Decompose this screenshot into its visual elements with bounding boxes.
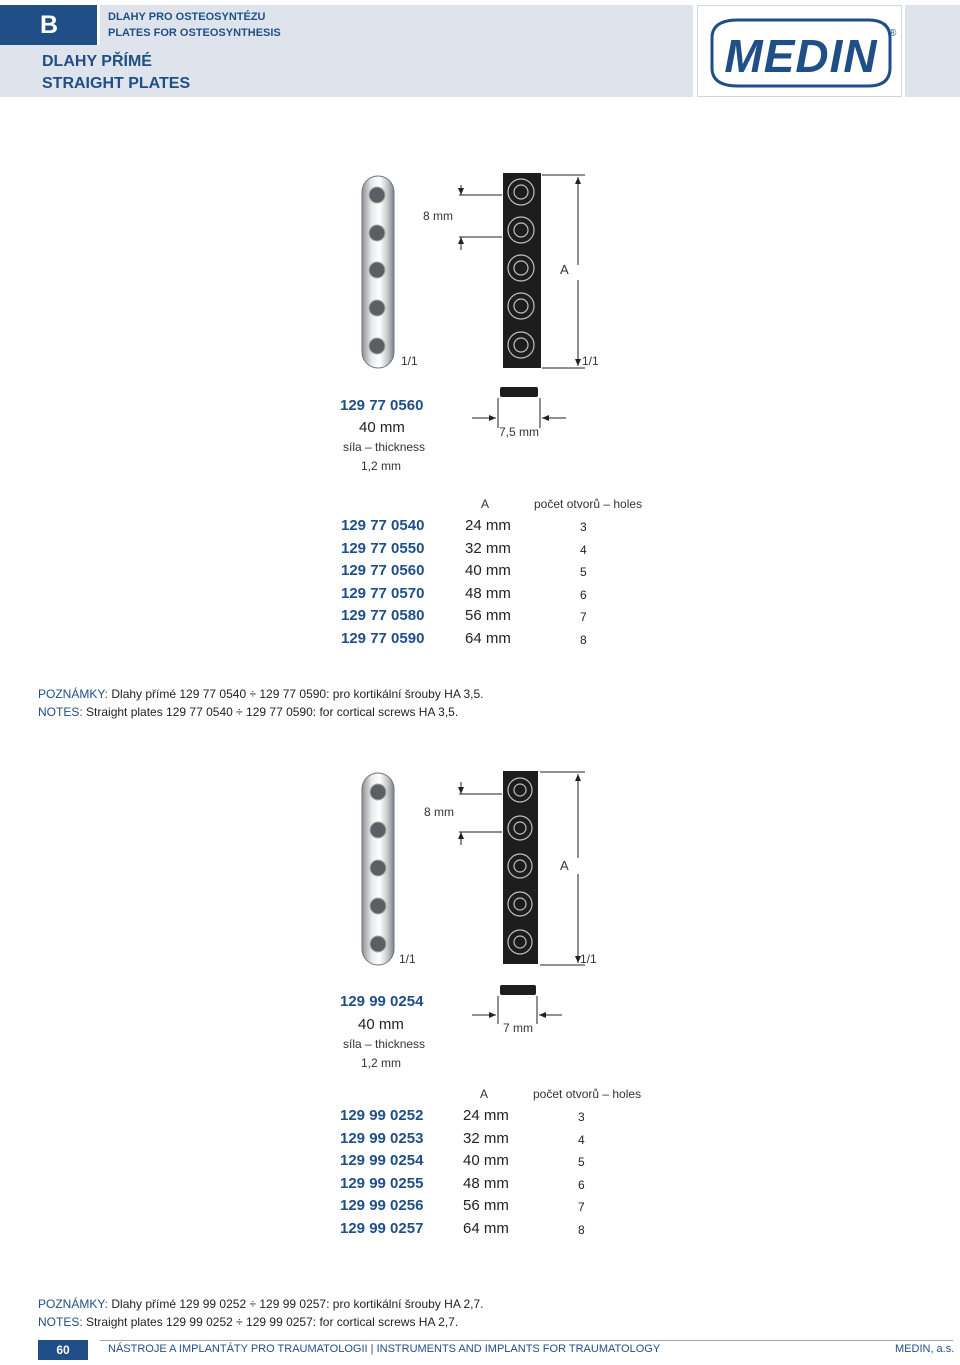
thickness-value-1: 1,2 mm xyxy=(361,459,402,473)
table-row-holes: 6 xyxy=(580,588,587,602)
table-row-holes: 3 xyxy=(580,520,587,534)
table-row-a: 56 mm xyxy=(465,607,511,624)
table-row-code: 129 77 0540 xyxy=(341,517,425,534)
width-label-1: 8 mm xyxy=(423,209,453,223)
table-row-code: 129 99 0252 xyxy=(340,1107,424,1124)
note-en-text: Straight plates 129 77 0540 ÷ 129 77 0590: for cortical screws HA 3,5. xyxy=(86,705,459,719)
note-cz-label: POZNÁMKY: xyxy=(38,1297,109,1311)
table-row-a: 64 mm xyxy=(465,630,511,647)
note-cz-text: Dlahy přímé 129 77 0540 ÷ 129 77 0590: pro kortikální šrouby HA 3,5. xyxy=(111,687,484,701)
note-cz-text: Dlahy přímé 129 99 0252 ÷ 129 99 0257: pro kortikální šrouby HA 2,7. xyxy=(111,1297,484,1311)
footer-text-cz: NÁSTROJE A IMPLANTÁTY PRO TRAUMATOLOGII xyxy=(108,1343,368,1355)
scale-right-2: 1/1 xyxy=(580,952,597,966)
table-row-code: 129 99 0256 xyxy=(340,1197,424,1214)
featured-code-2: 129 99 0254 xyxy=(340,993,424,1010)
plate-drawing-2 xyxy=(500,771,538,995)
table-row-holes: 7 xyxy=(578,1200,585,1214)
table-row-code: 129 77 0580 xyxy=(341,607,425,624)
registered-mark: ® xyxy=(889,28,897,39)
table-row-a: 40 mm xyxy=(465,562,511,579)
table-row-a: 32 mm xyxy=(465,540,511,557)
table-row-a: 64 mm xyxy=(463,1220,509,1237)
category-en: PLATES FOR OSTEOSYNTHESIS xyxy=(108,27,281,39)
table-row-code: 129 99 0253 xyxy=(340,1130,424,1147)
scale-left-2: 1/1 xyxy=(399,952,416,966)
logo-text: MEDIN xyxy=(724,30,878,82)
plate-photo-2 xyxy=(362,773,394,965)
featured-length-1: 40 mm xyxy=(359,419,405,436)
note-cz-label: POZNÁMKY: xyxy=(38,687,109,701)
table-row-holes: 5 xyxy=(578,1155,585,1169)
thickness-label-1: síla – thickness xyxy=(343,440,426,454)
featured-length-2: 40 mm xyxy=(358,1016,404,1033)
thickness-label-2: síla – thickness xyxy=(343,1037,426,1051)
note-en-label: NOTES: xyxy=(38,1315,83,1329)
col-holes-1: počet otvorů – holes xyxy=(534,497,643,511)
length-label-1: A xyxy=(560,262,569,277)
footer-separator: | xyxy=(370,1343,374,1355)
table-row-holes: 7 xyxy=(580,610,587,624)
table-row-holes: 3 xyxy=(578,1110,585,1124)
plate-drawing-1 xyxy=(500,173,541,397)
col-a-1: A xyxy=(481,497,490,511)
table-row-a: 32 mm xyxy=(463,1130,509,1147)
table-row-a: 40 mm xyxy=(463,1152,509,1169)
table-row-code: 129 77 0590 xyxy=(341,630,425,647)
note-cz-2 xyxy=(38,1297,484,1311)
footer-company: MEDIN, a.s. xyxy=(895,1343,955,1355)
page-title-en: STRAIGHT PLATES xyxy=(42,75,191,92)
table-row-holes: 4 xyxy=(578,1133,585,1147)
page-number: 60 xyxy=(38,1340,88,1360)
scale-left-1: 1/1 xyxy=(401,354,418,368)
note-en-2 xyxy=(38,1315,458,1329)
footer-text-en: INSTRUMENTS AND IMPLANTS FOR TRAUMATOLOGY xyxy=(376,1343,661,1355)
featured-code-1: 129 77 0560 xyxy=(340,397,424,414)
table-row-a: 48 mm xyxy=(463,1175,509,1192)
page-title-cz: DLAHY PŘÍMÉ xyxy=(42,53,152,70)
table-row-holes: 4 xyxy=(580,543,587,557)
table-row-holes: 8 xyxy=(578,1223,585,1237)
table-row-a: 48 mm xyxy=(465,585,511,602)
note-en-label: NOTES: xyxy=(38,705,83,719)
table-row-code: 129 99 0255 xyxy=(340,1175,424,1192)
width-label-2: 8 mm xyxy=(424,805,454,819)
note-cz-1 xyxy=(38,687,484,701)
footer-text xyxy=(108,1343,660,1355)
table-row-a: 24 mm xyxy=(465,517,511,534)
profile-width-1: 7,5 mm xyxy=(499,425,540,439)
table-row-code: 129 99 0257 xyxy=(340,1220,424,1237)
scale-right-1: 1/1 xyxy=(582,354,599,368)
profile-width-2: 7 mm xyxy=(503,1021,533,1035)
section-letter: B xyxy=(0,5,97,45)
table-row-code: 129 77 0560 xyxy=(341,562,425,579)
table-row-code: 129 77 0570 xyxy=(341,585,425,602)
table-row-holes: 5 xyxy=(580,565,587,579)
length-label-2: A xyxy=(560,858,569,873)
note-en-1 xyxy=(38,705,458,719)
plate-photo-1 xyxy=(362,176,394,368)
table-row-holes: 6 xyxy=(578,1178,585,1192)
category-cz: DLAHY PRO OSTEOSYNTÉZU xyxy=(108,11,266,23)
table-row-code: 129 99 0254 xyxy=(340,1152,424,1169)
col-holes-2: počet otvorů – holes xyxy=(533,1087,642,1101)
table-row-code: 129 77 0550 xyxy=(341,540,425,557)
table-row-a: 24 mm xyxy=(463,1107,509,1124)
thickness-value-2: 1,2 mm xyxy=(361,1056,402,1070)
table-row-holes: 8 xyxy=(580,633,587,647)
table-row-a: 56 mm xyxy=(463,1197,509,1214)
col-a-2: A xyxy=(480,1087,489,1101)
note-en-text: Straight plates 129 99 0252 ÷ 129 99 0257: for cortical screws HA 2,7. xyxy=(86,1315,459,1329)
